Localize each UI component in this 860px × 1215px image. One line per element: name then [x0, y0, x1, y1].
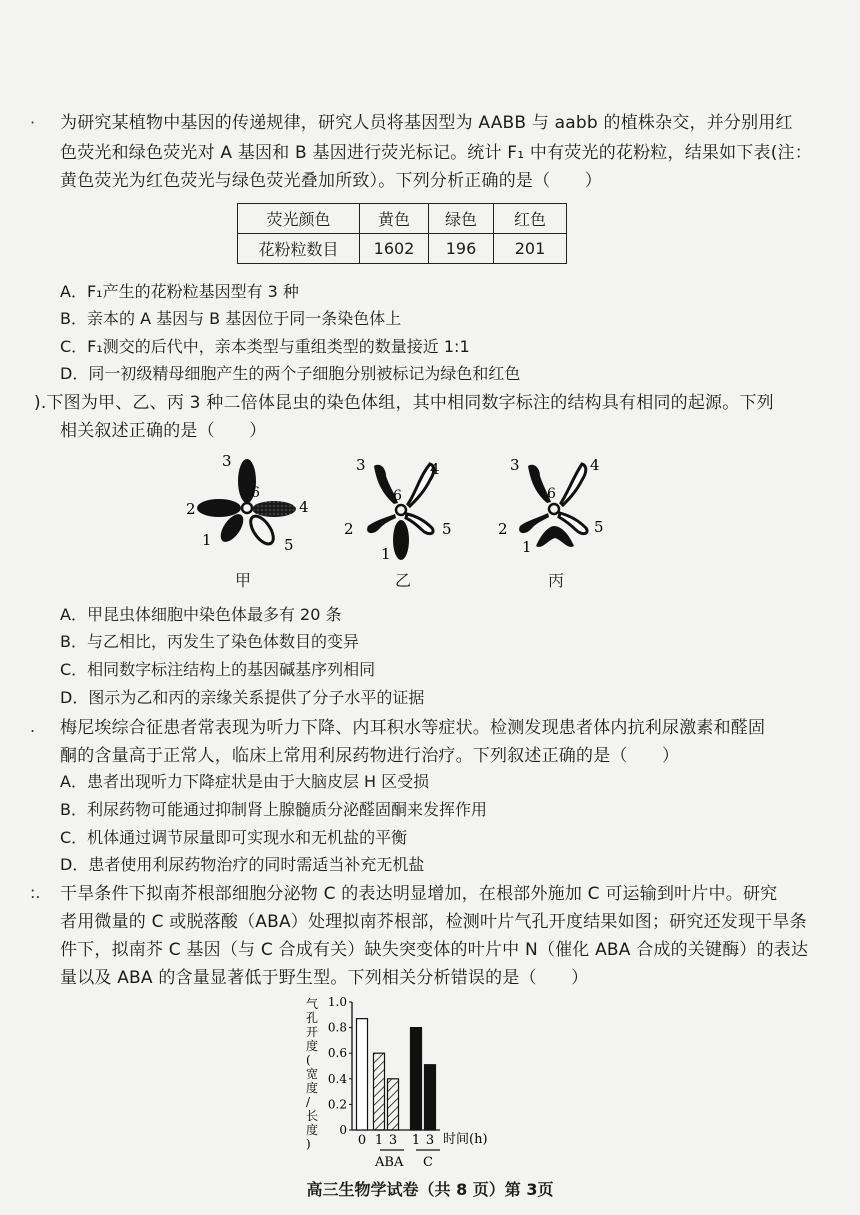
label-3: 3: [222, 452, 232, 470]
y-tick-label: 0.4: [327, 1071, 347, 1086]
x-tick-label: 3: [425, 1133, 435, 1148]
y-axis-label: [306, 996, 318, 1151]
stomata-opening-chart: [300, 992, 550, 1172]
q4-stem-line: 量以及 ABA 的含量显著低于野生型。下列相关分析错误的是（ ）: [60, 968, 589, 988]
y-axis-label-char: 度: [306, 1081, 319, 1095]
bar: [357, 1019, 368, 1130]
chromosome-5: [406, 514, 433, 534]
q2-option-c[interactable]: C．相同数字标注结构上的基因碱基序列相同: [60, 660, 376, 679]
y-tick-label: 1.0: [327, 995, 347, 1009]
chromosome-set-yi: [344, 456, 452, 563]
y-axis-label-char: 气: [306, 997, 319, 1011]
q2-option-d[interactable]: D．图示为乙和丙的亲缘关系提供了分子水平的证据: [60, 688, 425, 707]
q1-option-a[interactable]: A．F₁产生的花粉粒基因型有 3 种: [60, 282, 299, 301]
bar: [411, 1028, 422, 1130]
x-tick-label: 0: [357, 1133, 367, 1148]
y-axis-label-char: 宽: [306, 1067, 319, 1081]
q4-stem-line: 干旱条件下拟南芥根部细胞分泌物 C 的表达明显增加，在根部外施加 C 可运输到叶片中。研究: [60, 884, 778, 904]
q2-option-a[interactable]: A．甲昆虫体细胞中染色体最多有 20 条: [60, 605, 342, 624]
bar: [425, 1065, 436, 1130]
y-axis-label-char: ): [306, 1137, 311, 1151]
chromosome-5: [246, 512, 277, 547]
group-label-c: C: [423, 1155, 433, 1170]
label-6: 6: [251, 485, 260, 501]
figure-label-yi: 乙: [395, 571, 412, 590]
q2-option-b[interactable]: B．与乙相比，丙发生了染色体数目的变异: [60, 632, 359, 651]
bar: [374, 1053, 385, 1130]
y-axis-label-char: 长: [306, 1109, 319, 1123]
q1-option-b[interactable]: B．亲本的 A 基因与 B 基因位于同一条染色体上: [60, 309, 402, 328]
y-tick-label: 0: [339, 1123, 347, 1137]
label-5: 5: [442, 520, 452, 538]
label-1: 1: [202, 531, 212, 549]
q2-stem-line: ).下图为甲、乙、丙 3 种二倍体昆虫的染色体组，其中相同数字标注的结构具有相同的起源。下列: [34, 393, 774, 413]
q3-stem-line: 酮的含量高于正常人，临床上常用利尿药物进行治疗。下列叙述正确的是（ ）: [60, 746, 680, 766]
label-3: 3: [356, 456, 366, 474]
table-cell: 黄色: [360, 204, 429, 234]
label-5: 5: [594, 518, 604, 536]
chromosome-set-bing: [498, 456, 604, 556]
figure-label-jia: 甲: [235, 571, 252, 590]
q1-stem-line: 为研究某植物中基因的传递规律，研究人员将基因型为 AABB 与 aabb 的植株杂交，并分别用红: [60, 113, 793, 133]
q2-stem-line: 相关叙述正确的是（ ）: [60, 421, 267, 441]
label-4: 4: [430, 460, 440, 478]
q3-option-d[interactable]: D．患者使用利尿药物治疗的同时需适当补充无机盐: [60, 855, 425, 874]
label-2: 2: [186, 500, 196, 518]
label-6: 6: [547, 486, 556, 502]
table-cell: 荧光颜色: [238, 204, 360, 234]
label-4: 4: [299, 498, 309, 516]
chromosome-2: [519, 513, 549, 533]
chromosome-1: [536, 526, 574, 547]
q4-stem-line: 件下，拟南芥 C 基因（与 C 合成有关）缺失突变体的叶片中 N（催化 ABA 合成的关键酶）的表达: [60, 940, 809, 960]
q4-stem-line: 者用微量的 C 或脱落酸（ABA）处理拟南芥根部，检测叶片气孔开度结果如图；研究还发现干旱条: [60, 912, 807, 932]
y-tick-label: 0.2: [327, 1097, 347, 1112]
table-cell: 1602: [360, 234, 429, 264]
label-3: 3: [510, 456, 520, 474]
table-cell: 201: [494, 234, 567, 264]
table-row: [238, 234, 567, 264]
chromosome-4: [252, 501, 296, 517]
table-cell: 花粉粒数目: [238, 234, 360, 264]
x-axis-ticks: [358, 1133, 434, 1148]
y-axis-label-char: 开: [306, 1025, 319, 1039]
y-axis-label-char: 度: [306, 1123, 319, 1137]
y-tick-label: 0.6: [327, 1046, 347, 1061]
bars: [357, 1019, 436, 1130]
label-4: 4: [590, 456, 600, 474]
chromosome-2: [367, 514, 396, 533]
q3-option-b[interactable]: B．利尿药物可能通过抑制肾上腺髓质分泌醛固酮来发挥作用: [60, 800, 487, 819]
label-1: 1: [522, 538, 532, 556]
margin-mark: .: [30, 717, 36, 736]
group-label-aba: ABA: [375, 1155, 404, 1170]
y-axis-label-char: /: [306, 1095, 311, 1109]
q1-stem-line: 黄色荧光为红色荧光与绿色荧光叠加所致）。下列分析正确的是（ ）: [60, 171, 602, 191]
chromosome-set-jia: [186, 452, 309, 554]
table-cell: 红色: [494, 204, 567, 234]
y-axis-label-char: (: [306, 1053, 311, 1067]
bar: [388, 1079, 399, 1130]
page-footer: 高三生物学试卷（共 8 页）第 3页: [306, 1180, 554, 1199]
fluorescence-table: [237, 203, 567, 264]
chromosome-2: [197, 499, 241, 517]
figure-label-bing: 丙: [548, 571, 565, 590]
label-5: 5: [284, 536, 294, 554]
chromosome-1: [393, 520, 409, 560]
margin-mark: :.: [30, 883, 41, 902]
x-tick-label: 1: [374, 1133, 384, 1148]
table-cell: 绿色: [429, 204, 494, 234]
x-axis-label: 时间(h): [443, 1132, 488, 1147]
q1-option-c[interactable]: C．F₁测交的后代中，亲本类型与重组类型的数量接近 1:1: [60, 337, 470, 356]
label-6: 6: [393, 488, 402, 504]
q3-stem-line: 梅尼埃综合征患者常表现为听力下降、内耳积水等症状。检测发现患者体内抗利尿激素和醛固: [60, 718, 766, 738]
x-tick-label: 3: [388, 1133, 398, 1148]
x-tick-label: 1: [411, 1133, 421, 1148]
q1-stem-line: 色荧光和绿色荧光对 A 基因和 B 基因进行荧光标记。统计 F₁ 中有荧光的花粉粒，结果如下表(注：: [60, 143, 812, 163]
margin-mark: ·: [30, 113, 36, 132]
label-1: 1: [381, 545, 391, 563]
y-axis-label-char: 孔: [306, 1011, 319, 1025]
table-header-row: [238, 204, 567, 234]
q1-option-d[interactable]: D．同一初级精母细胞产生的两个子细胞分别被标记为绿色和红色: [60, 364, 521, 383]
q3-option-a[interactable]: A．患者出现听力下降症状是由于大脑皮层 H 区受损: [60, 772, 430, 791]
y-tick-label: 0.8: [327, 1020, 347, 1035]
y-axis-label-char: 度: [306, 1039, 319, 1053]
chromosome-4: [561, 464, 586, 505]
label-2: 2: [498, 520, 508, 538]
q3-option-c[interactable]: C．机体通过调节尿量即可实现水和无机盐的平衡: [60, 828, 408, 847]
label-2: 2: [344, 520, 354, 538]
table-cell: 196: [429, 234, 494, 264]
